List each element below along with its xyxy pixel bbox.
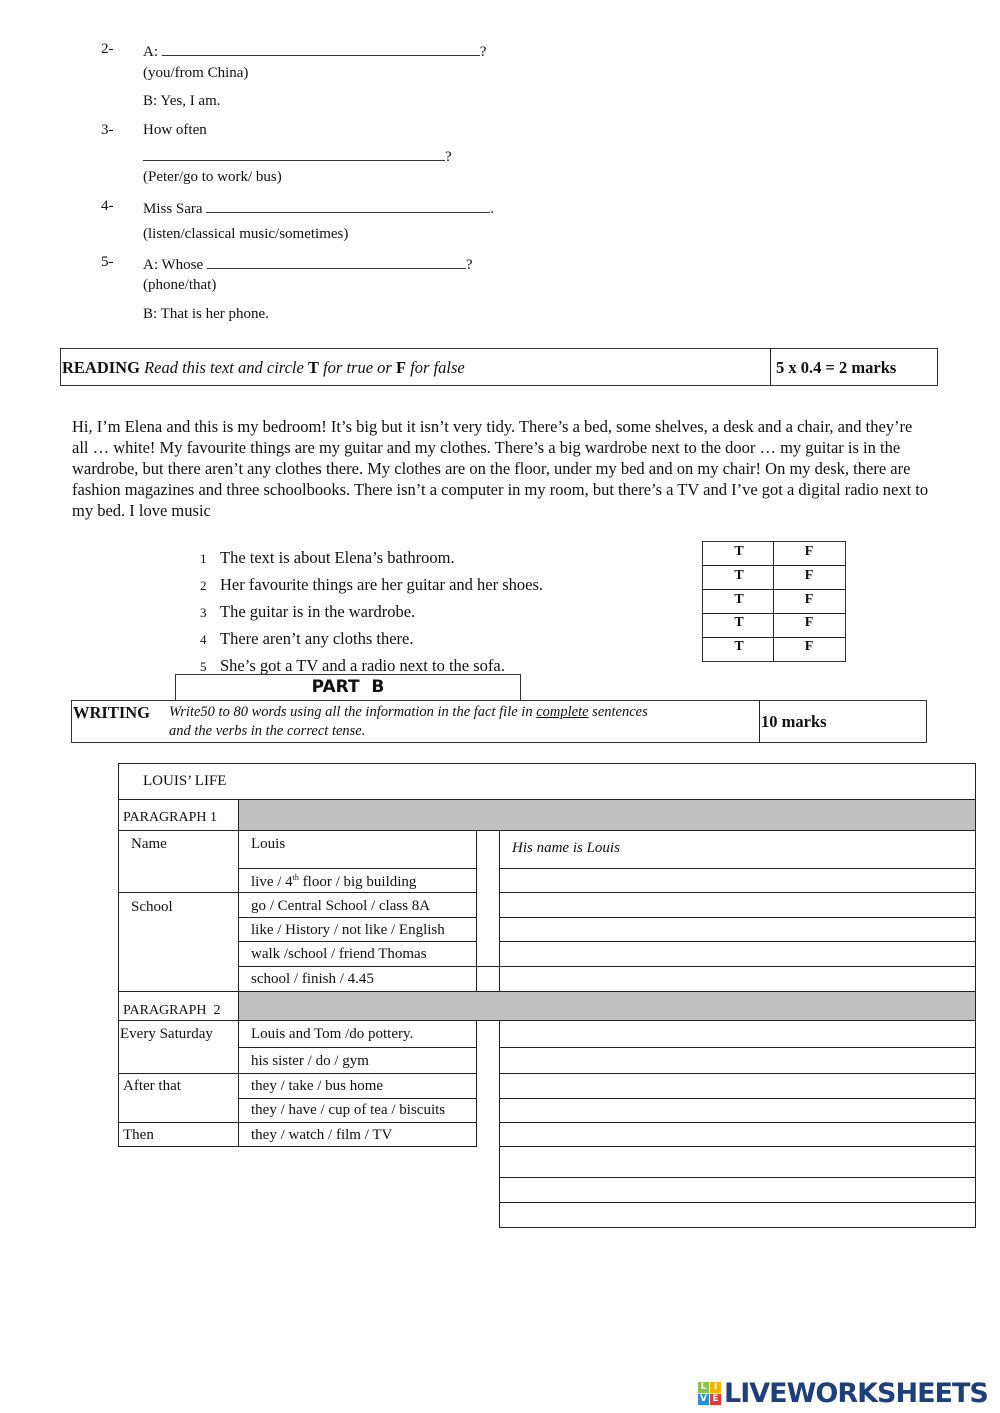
reading-marks: 5 x 0.4 = 2 marks [776, 358, 897, 377]
reading-title: READING [62, 358, 140, 377]
superscript: th [292, 873, 299, 882]
border [118, 763, 975, 764]
answer-line[interactable] [499, 1202, 975, 1203]
fact: walk /school / friend Thomas [251, 946, 427, 962]
border [118, 830, 975, 831]
part-b-heading: PART B [175, 674, 521, 701]
logo-text: LIVEWORKSHEETS [724, 1378, 988, 1409]
answer-line[interactable] [499, 892, 975, 893]
answer-line[interactable] [499, 868, 975, 869]
divider [702, 613, 846, 614]
statement [200, 599, 543, 626]
logo-blocks-icon [698, 1382, 721, 1405]
statement-number: 5 [200, 659, 207, 674]
false-option-5[interactable]: F [804, 639, 814, 654]
answer-line[interactable] [499, 966, 975, 967]
hint: (you/from China) [143, 65, 249, 81]
statement-text: Her favourite things are her guitar and her shoes. [220, 575, 544, 594]
fact: Louis and Tom /do pottery. [251, 1026, 414, 1042]
statement [200, 545, 543, 572]
shaded-row [238, 991, 975, 1020]
prompt-a: A: [143, 44, 158, 60]
response: B: Yes, I am. [143, 93, 221, 109]
fact: they / have / cup of tea / biscuits [251, 1102, 446, 1118]
statement-number: 3 [200, 605, 207, 620]
logo-block: E [710, 1394, 721, 1405]
statement-text: There aren’t any cloths there. [220, 629, 414, 648]
reading-instructions [62, 358, 465, 378]
hint: (Peter/go to work/ bus) [143, 169, 282, 185]
example-answer: His name is Louis [512, 840, 620, 856]
answer-blank[interactable] [207, 254, 466, 269]
fact: they / take / bus home [251, 1078, 384, 1094]
prompt: How often [143, 122, 207, 138]
divider [702, 565, 846, 566]
answer-line[interactable] [499, 941, 975, 942]
border [238, 1047, 476, 1048]
statement-text: The text is about Elena’s bathroom. [220, 548, 455, 567]
label-after-that: After that [123, 1078, 181, 1094]
fact: they / watch / film / TV [251, 1127, 393, 1143]
instr: for false [406, 358, 465, 377]
instr-f: F [395, 358, 407, 377]
false-option-3[interactable]: F [804, 592, 814, 607]
logo-block: V [698, 1394, 709, 1405]
false-option-4[interactable]: F [804, 615, 814, 630]
divider [702, 637, 846, 638]
label-then: Then [123, 1127, 154, 1143]
statement-number: 2 [200, 578, 207, 593]
liveworksheets-logo [698, 1378, 988, 1409]
logo-block: L [698, 1382, 709, 1393]
reading-items [200, 545, 543, 680]
false-option-1[interactable]: F [804, 544, 814, 559]
statement-text: She’s got a TV and a radio next to the sofa. [220, 656, 505, 675]
punct: ? [445, 149, 452, 165]
response: B: That is her phone. [143, 306, 269, 322]
answer-line[interactable] [499, 917, 975, 918]
prompt [143, 41, 486, 61]
label-every-saturday: Every Saturday [120, 1026, 213, 1042]
statement [200, 626, 543, 653]
fact-file-title: LOUIS’ LIFE [143, 773, 227, 789]
prompt [143, 254, 473, 274]
true-option-3[interactable]: T [734, 592, 744, 607]
item-number: 4- [101, 198, 114, 214]
reading-text: Hi, I’m Elena and this is my bedroom! It’s big but it isn’t very tidy. There’s a bed, some shelves, a desk and a chair, and they’re all … white! My favourite things are my guitar and my clothes. There’s a big wardrobe next to the door … my guitar is in the wardrobe, but there aren’t any clothes there. My clothes are on the floor, under my bed and on my chair! On my desk, there are fashion magazines and three schoolbooks. There isn’t a computer in my room, but there’s a TV and I’ve got a digital radio next to my bed. I love music [72, 417, 929, 520]
answer-blank[interactable] [143, 146, 445, 161]
punct: ? [465, 257, 473, 273]
answer-blank[interactable] [162, 41, 480, 56]
statement-number: 1 [200, 551, 207, 566]
false-option-2[interactable]: F [804, 568, 814, 583]
fact-a: live / 4 [251, 874, 293, 890]
answer-line[interactable] [499, 1047, 975, 1048]
border [118, 1122, 476, 1123]
border [499, 1020, 500, 1228]
border [118, 1073, 476, 1074]
paragraph-1-label: PARAGRAPH 1 [123, 810, 218, 825]
fact: like / History / not like / English [251, 922, 445, 938]
item-number: 3- [101, 122, 114, 138]
hint: (phone/that) [143, 277, 217, 293]
answer-line[interactable] [499, 1227, 975, 1228]
writing-title: WRITING [73, 703, 151, 722]
instr: sentences [588, 704, 648, 720]
fact: his sister / do / gym [251, 1053, 369, 1069]
border [238, 966, 499, 967]
writing-marks: 10 marks [761, 712, 827, 731]
instr-t: T [307, 358, 319, 377]
answer-line[interactable] [499, 1098, 975, 1099]
fact: go / Central School / class 8A [251, 898, 431, 914]
prompt-a: Miss Sara [143, 201, 203, 217]
prompt-line [143, 146, 452, 166]
answer-blank[interactable] [206, 198, 490, 213]
divider [770, 348, 771, 386]
instr: Write50 to 80 words using all the information in the fact file in [169, 704, 537, 720]
writing-instructions [169, 704, 648, 721]
label-school: School [131, 899, 173, 915]
item-number: 5- [101, 254, 114, 270]
border [238, 941, 476, 942]
punct: . [490, 201, 495, 217]
divider [759, 700, 760, 743]
border [118, 1146, 476, 1147]
border [118, 892, 476, 893]
border [118, 1020, 975, 1021]
label-name: Name [131, 836, 167, 852]
fact: Louis [251, 836, 286, 852]
statement-text: The guitar is in the wardrobe. [220, 602, 416, 621]
fact [251, 873, 416, 891]
border [118, 763, 119, 1147]
item-number: 2- [101, 41, 114, 57]
instr: for true or [318, 358, 396, 377]
prompt-a: A: Whose [143, 257, 204, 273]
answer-line[interactable] [499, 1073, 975, 1074]
instr: Read this text and circle [144, 358, 308, 377]
true-option-2[interactable]: T [734, 568, 744, 583]
paragraph-2-label: PARAGRAPH 2 [123, 1003, 221, 1018]
answer-line[interactable] [499, 1122, 975, 1123]
instr-underlined: complete [536, 704, 589, 720]
prompt [143, 198, 494, 218]
statement [200, 572, 543, 599]
true-option-1[interactable]: T [734, 544, 744, 559]
writing-instructions-line2: and the verbs in the correct tense. [169, 723, 366, 739]
border [476, 1020, 477, 1147]
shaded-row [238, 799, 975, 830]
logo-block: I [710, 1382, 721, 1393]
border [975, 763, 976, 1228]
border [238, 799, 239, 1147]
true-option-4[interactable]: T [734, 615, 744, 630]
divider [702, 589, 846, 590]
fact: school / finish / 4.45 [251, 971, 374, 987]
answer-line[interactable] [499, 1146, 975, 1147]
hint: (listen/classical music/sometimes) [143, 226, 349, 242]
statement-number: 4 [200, 632, 207, 647]
border [238, 1098, 476, 1099]
border [118, 991, 975, 992]
border [118, 799, 975, 800]
answer-line[interactable] [499, 1177, 975, 1178]
border [238, 868, 476, 869]
true-option-5[interactable]: T [734, 639, 744, 654]
fact-b: floor / big building [298, 874, 417, 890]
border [238, 917, 476, 918]
punct: ? [479, 44, 487, 60]
